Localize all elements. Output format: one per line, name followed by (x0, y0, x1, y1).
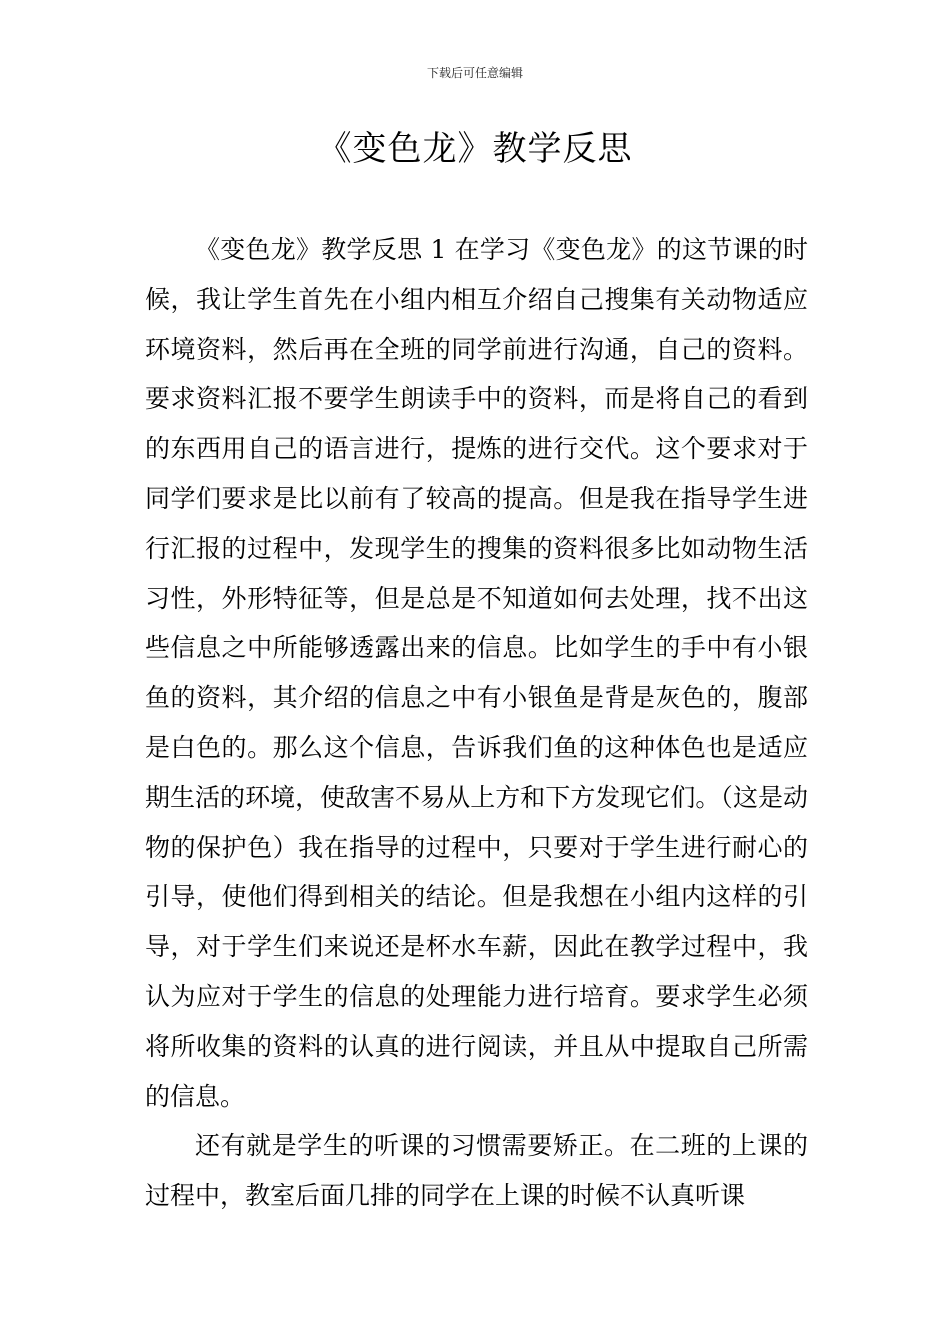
header-note: 下载后可任意编辑 (426, 66, 523, 80)
paragraph-1: 《变色龙》教学反思 1 在学习《变色龙》的这节课的时候，我让学生首先在小组内相互介绍自己搜集有关动物适应环境资料，然后再在全班的同学前进行沟通，自己的资料。要求资料汇报不要学生朗读手中的资料，而是将自己的看到的东西用自己的语言进行，提炼的进行交代。这个要求对于同学们要求是比以前有了较高的提高。但是我在指导学生进行汇报的过程中，发现学生的搜集的资料很多比如动物生活习性，外形特征等，但是总是不知道如何去处理，找不出这些信息之中所能够透露出来的信息。比如学生的手中有小银鱼的资料，其介绍的信息之中有小银鱼是背是灰色的，腹部是白色的。那么这个信息，告诉我们鱼的这种体色也是适应期生活的环境，使敌害不易从上方和下方发现它们。（这是动物的保护色）我在指导的过程中，只要对于学生进行耐心的引导，使他们得到相关的结论。但是我想在小组内这样的引导，对于学生们来说还是杯水车薪，因此在教学过程中，我认为应对于学生的信息的处理能力进行培育。要求学生必须将所收集的资料的认真的进行阅读，并且从中提取自己所需的信息。 (145, 235, 808, 1111)
document-body (145, 225, 808, 1221)
paragraph-2: 还有就是学生的听课的习惯需要矫正。在二班的上课的过程中，教室后面几排的同学在上课的时候不认真听课 (145, 1131, 808, 1211)
document-title: 《变色龙》教学反思 (317, 129, 633, 169)
